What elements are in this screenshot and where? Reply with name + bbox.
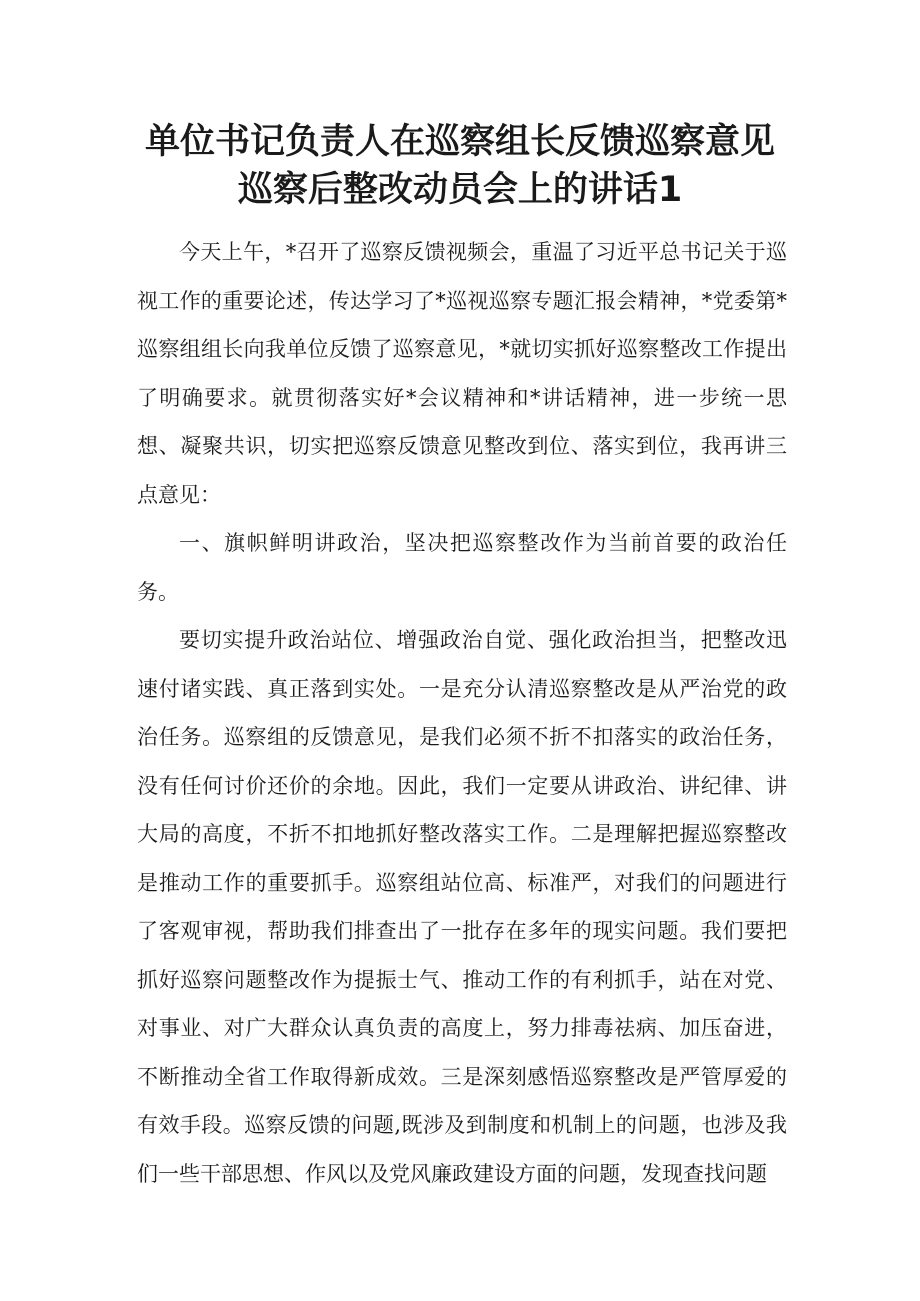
title-line-1: 单位书记负责人在巡察组长反馈巡察意见 bbox=[144, 122, 775, 162]
document-body bbox=[137, 228, 787, 1198]
paragraph-intro: 今天上午，*召开了巡察反馈视频会，重温了习近平总书记关于巡视工作的重要论述，传达学习了*巡视巡察专题汇报会精神，*党委第*巡察组组长向我单位反馈了巡察意见，*就切实抓好巡察整改工作提出了明确要求。就贯彻落实好*会议精神和*讲话精神，进一步统一思想、凝聚共识，切实把巡察反馈意见整改到位、落实到位，我再讲三点意见： bbox=[137, 240, 787, 507]
paragraph-heading-1: 一、旗帜鲜明讲政治，坚决把巡察整改作为当前首要的政治任务。 bbox=[137, 531, 787, 604]
paragraph-body-1: 要切实提升政治站位、增强政治自觉、强化政治担当，把整改迅速付诸实践、真正落到实处。一是充分认清巡察整改是从严治党的政治任务。巡察组的反馈意见，是我们必须不折不扣落实的政治任务，没有任何讨价还价的余地。因此，我们一定要从讲政治、讲纪律、讲大局的高度，不折不扣地抓好整改落实工作。二是理解把握巡察整改是推动工作的重要抓手。巡察组站位高、标准严，对我们的问题进行了客观审视，帮助我们排查出了一批存在多年的现实问题。我们要把抓好巡察问题整改作为提振士气、推动工作的有利抓手，站在对党、对事业、对广大群众认真负责的高度上，努力排毒祛病、加压奋进，不断推动全省工作取得新成效。三是深刻感悟巡察整改是严管厚爱的有效手段。巡察反馈的问题,既涉及到制度和机制上的问题，也涉及我们一些干部思想、作风以及党风廉政建设方面的问题，发现查找问题 bbox=[137, 628, 787, 1186]
document-title bbox=[100, 118, 820, 214]
title-line-2: 巡察后整改动员会上的讲话1 bbox=[237, 170, 683, 210]
